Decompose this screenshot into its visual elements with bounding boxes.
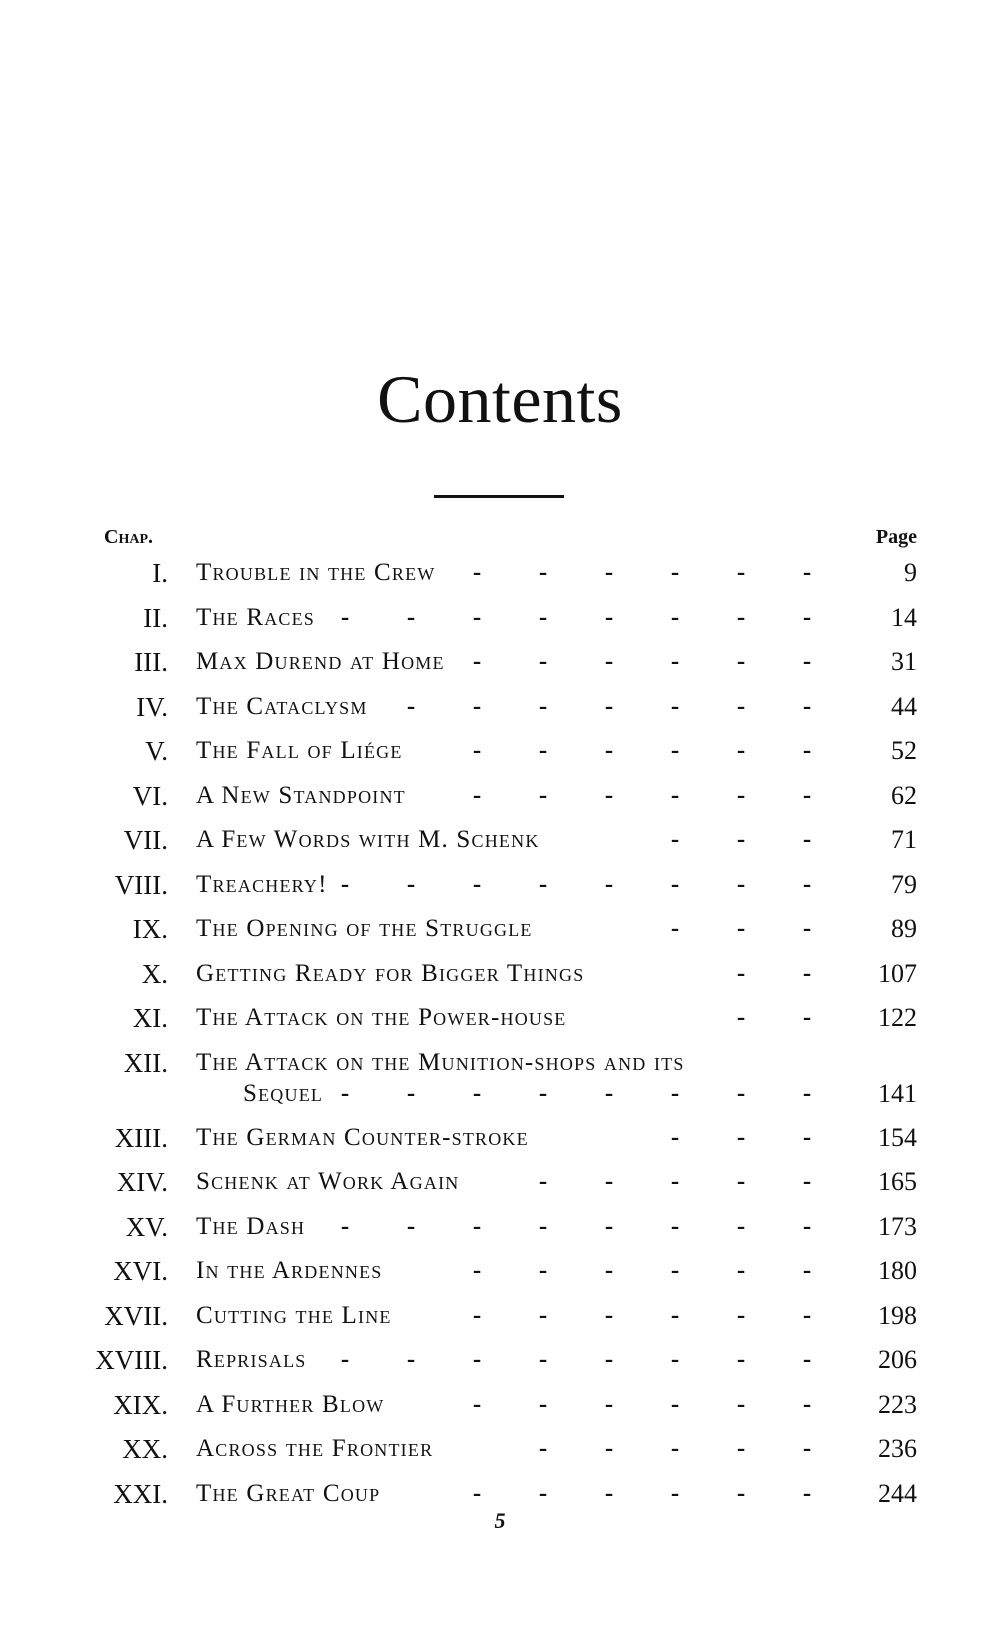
page-column-header: Page xyxy=(875,526,917,548)
toc-entry xyxy=(0,818,1000,863)
page-ref: 141 xyxy=(878,1078,917,1108)
chapter-number: VIII. xyxy=(114,869,168,900)
chapter-column-header: Chap. xyxy=(104,526,153,548)
dot-leader: - - xyxy=(736,1004,812,1031)
page-ref: 31 xyxy=(891,647,917,676)
chapter-number: XI. xyxy=(132,1003,168,1033)
page-ref: 44 xyxy=(891,691,917,721)
chapter-number: XVI. xyxy=(113,1256,168,1286)
chapter-number: IX. xyxy=(132,914,168,944)
dot-leader: - - - - - xyxy=(538,1435,812,1462)
chapter-title: The German Counter-stroke xyxy=(196,1123,529,1151)
chapter-title: The Dash xyxy=(196,1212,306,1240)
dot-leader: - - - xyxy=(670,1123,812,1151)
chapter-number: VI. xyxy=(132,780,168,811)
chapter-title: Max Durend at Home xyxy=(196,648,445,675)
toc-entry xyxy=(0,685,1000,730)
page-ref: 71 xyxy=(891,825,917,854)
toc-entry xyxy=(0,729,1000,774)
page-ref: 14 xyxy=(891,602,917,632)
dot-leader: - - - - - - xyxy=(472,1301,812,1329)
chapter-title: The Attack on the Power-house xyxy=(196,1004,567,1031)
chapter-title: A Few Words with M. Schenk xyxy=(196,826,540,853)
chapter-number: XIX. xyxy=(113,1389,168,1420)
dot-leader: - - - - - - xyxy=(472,1257,812,1284)
page-ref: 52 xyxy=(891,736,917,765)
chapter-title: Across the Frontier xyxy=(196,1435,434,1462)
page-ref: 180 xyxy=(878,1256,917,1285)
chapter-title: The Cataclysm xyxy=(196,692,368,720)
page-ref: 107 xyxy=(878,958,917,988)
dot-leader: - - - - - - xyxy=(472,648,812,675)
toc-entry xyxy=(0,952,1000,997)
page-ref: 79 xyxy=(891,869,917,899)
chapter-title: A New Standpoint xyxy=(196,781,406,809)
chapter-title: Reprisals xyxy=(196,1346,307,1373)
dot-leader: - - - - - - - - xyxy=(340,603,812,631)
chapter-title: The Attack on the Munition-shops and its xyxy=(196,1048,685,1076)
chapter-number: V. xyxy=(145,736,168,766)
page-ref: 244 xyxy=(878,1478,917,1508)
toc-entry xyxy=(0,863,1000,908)
page-ref: 223 xyxy=(878,1389,917,1419)
dot-leader: - - - - - - xyxy=(472,1390,812,1418)
toc-entry xyxy=(0,1249,1000,1294)
chapter-number: VII. xyxy=(123,825,168,855)
dot-leader: - - - xyxy=(670,915,812,942)
chapter-title: Cutting the Line xyxy=(196,1301,392,1329)
chapter-title: The Great Coup xyxy=(196,1479,381,1507)
page-title: Contents xyxy=(377,361,623,437)
toc-entry xyxy=(0,596,1000,641)
dot-leader: - - - - - xyxy=(538,1168,812,1195)
page-ref: 173 xyxy=(878,1211,917,1241)
chapter-number: XV. xyxy=(125,1211,168,1242)
chapter-number: X. xyxy=(141,958,168,989)
toc-entry xyxy=(0,1041,1000,1116)
title-rule xyxy=(434,495,564,498)
page-ref: 62 xyxy=(891,780,917,810)
toc-entry xyxy=(0,774,1000,819)
chapter-title: In the Ardennes xyxy=(196,1257,383,1284)
dot-leader: - - - - - - - - xyxy=(340,1079,812,1107)
page-ref: 236 xyxy=(878,1434,917,1463)
chapter-title: A Further Blow xyxy=(196,1390,385,1418)
toc-entry xyxy=(0,1116,1000,1161)
dot-leader: - - - - - - xyxy=(472,737,812,764)
toc-entry xyxy=(0,1338,1000,1383)
dot-leader: - - - - - - xyxy=(472,781,812,809)
dot-leader: - - xyxy=(736,959,812,987)
chapter-number: IV. xyxy=(136,691,168,722)
toc-entry xyxy=(0,1294,1000,1339)
chapter-number: XVIII. xyxy=(95,1345,168,1375)
table-of-contents xyxy=(0,551,1000,1516)
chapter-title: The Opening of the Struggle xyxy=(196,915,533,942)
chapter-number: XXI. xyxy=(113,1478,168,1509)
toc-entry xyxy=(0,1160,1000,1205)
toc-entry xyxy=(0,551,1000,596)
page-number: 5 xyxy=(494,1508,506,1533)
chapter-number: I. xyxy=(152,558,168,588)
chapter-title: The Fall of Liége xyxy=(196,737,403,764)
dot-leader: - - - - - - - - xyxy=(340,1212,812,1240)
page-ref: 122 xyxy=(878,1003,917,1032)
dot-leader: - - - - - - - - xyxy=(340,1346,812,1373)
page-ref: 206 xyxy=(878,1345,917,1374)
page-ref: 9 xyxy=(904,558,917,587)
page-ref: 165 xyxy=(878,1167,917,1196)
toc-entry xyxy=(0,640,1000,685)
toc-entry xyxy=(0,1427,1000,1472)
chapter-title: Trouble in the Crew xyxy=(196,559,436,586)
toc-entry xyxy=(0,1205,1000,1250)
page-ref: 198 xyxy=(878,1300,917,1330)
chapter-number: II. xyxy=(143,602,168,633)
chapter-title: Getting Ready for Bigger Things xyxy=(196,959,585,987)
chapter-number: XVII. xyxy=(104,1300,168,1331)
toc-entry xyxy=(0,1383,1000,1428)
chapter-title: The Races xyxy=(196,603,316,631)
dot-leader: - - - - - - xyxy=(472,559,812,586)
chapter-number: III. xyxy=(134,647,168,677)
chapter-title: Schenk at Work Again xyxy=(196,1168,460,1195)
chapter-number: XIV. xyxy=(116,1167,168,1197)
page-ref: 154 xyxy=(878,1122,917,1152)
chapter-number: XII. xyxy=(123,1047,168,1078)
page-ref: 89 xyxy=(891,914,917,943)
dot-leader: - - - - - - xyxy=(472,1479,812,1507)
chapter-number: XX. xyxy=(122,1434,168,1464)
chapter-title-continuation: Sequel xyxy=(243,1079,324,1107)
dot-leader: - - - xyxy=(670,826,812,853)
toc-entry xyxy=(0,996,1000,1041)
dot-leader: - - - - - - - xyxy=(406,692,812,720)
toc-entry xyxy=(0,907,1000,952)
chapter-number: XIII. xyxy=(114,1122,168,1153)
chapter-title: Treachery! xyxy=(196,870,328,898)
dot-leader: - - - - - - - - xyxy=(340,870,812,898)
